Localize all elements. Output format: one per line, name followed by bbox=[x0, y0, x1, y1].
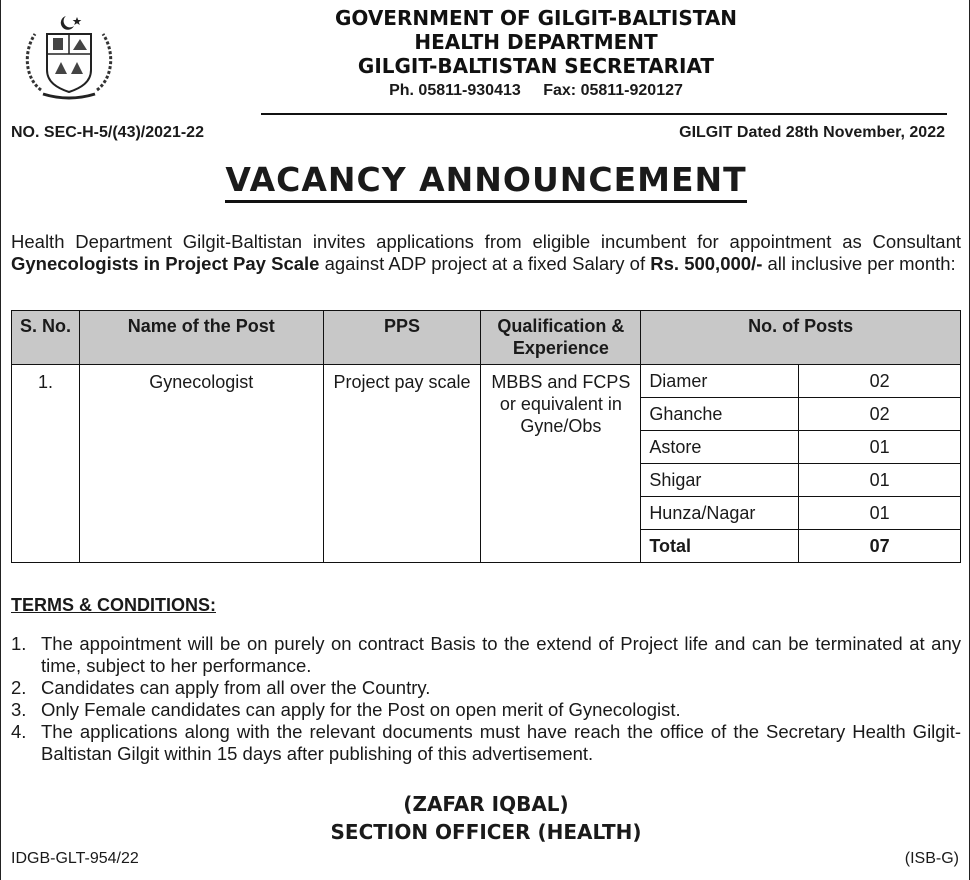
intro-text-1: Health Department Gilgit-Baltistan invites applications from eligible incumbent for appointment as Consultant bbox=[11, 231, 961, 252]
header-no-of-posts: No. of Posts bbox=[641, 311, 961, 365]
footer-agency: (ISB-G) bbox=[904, 850, 959, 867]
intro-post-highlight: Gynecologists in Project Pay Scale bbox=[11, 253, 320, 274]
government-title: GOVERNMENT OF GILGIT-BALTISTAN bbox=[334, 6, 738, 30]
term-number: 1. bbox=[11, 633, 27, 654]
district-count: 02 bbox=[799, 398, 961, 431]
secretariat-title: GILGIT-BALTISTAN SECRETARIAT bbox=[357, 54, 715, 78]
district-count: 01 bbox=[799, 497, 961, 530]
header-divider bbox=[261, 113, 947, 115]
list-item bbox=[11, 677, 961, 699]
district-count: 02 bbox=[799, 365, 961, 398]
intro-paragraph bbox=[11, 231, 961, 275]
cell-post-name: Gynecologist bbox=[79, 365, 323, 563]
table-row bbox=[12, 365, 961, 398]
footer-code: IDGB-GLT-954/22 bbox=[11, 850, 139, 867]
district-name: Astore bbox=[641, 431, 799, 464]
terms-heading: TERMS & CONDITIONS: bbox=[11, 595, 216, 615]
total-label: Total bbox=[641, 530, 799, 563]
header-sno: S. No. bbox=[12, 311, 80, 365]
phone-number: Ph. 05811-930413 bbox=[389, 82, 521, 99]
table-header-row bbox=[12, 311, 961, 365]
signatory-designation: SECTION OFFICER (HEALTH) bbox=[330, 820, 642, 844]
department-title: HEALTH DEPARTMENT bbox=[414, 30, 658, 54]
header-post-name: Name of the Post bbox=[79, 311, 323, 365]
date-line: GILGIT Dated 28th November, 2022 bbox=[679, 124, 945, 141]
posts-table bbox=[11, 310, 961, 563]
district-count: 01 bbox=[799, 464, 961, 497]
page-title-text: VACANCY ANNOUNCEMENT bbox=[225, 160, 746, 203]
contact-line bbox=[231, 82, 841, 100]
district-name: Ghanche bbox=[641, 398, 799, 431]
letterhead bbox=[231, 6, 841, 100]
term-text: Only Female candidates can apply for the Post on open merit of Gynecologist. bbox=[41, 699, 681, 720]
fax-number: Fax: 05811-920127 bbox=[543, 82, 683, 99]
term-text: The applications along with the relevant documents must have reach the office of the Secretary Health Gilgit-Baltistan Gilgit within 15 days after publishing of this advertisement. bbox=[41, 721, 961, 764]
intro-text-3: all inclusive per month: bbox=[762, 253, 956, 274]
term-number: 2. bbox=[11, 677, 27, 698]
cell-sno: 1. bbox=[12, 365, 80, 563]
header-qualification: Qualification & Experience bbox=[481, 311, 641, 365]
district-count: 01 bbox=[799, 431, 961, 464]
reference-number: NO. SEC-H-5/(43)/2021-22 bbox=[11, 124, 204, 141]
list-item bbox=[11, 699, 961, 721]
signature-block bbox=[1, 790, 970, 846]
district-name: Shigar bbox=[641, 464, 799, 497]
header-pps: PPS bbox=[323, 311, 481, 365]
district-name: Diamer bbox=[641, 365, 799, 398]
district-name: Hunza/Nagar bbox=[641, 497, 799, 530]
term-number: 4. bbox=[11, 721, 27, 742]
intro-salary-highlight: Rs. 500,000/- bbox=[650, 253, 763, 274]
terms-list bbox=[11, 633, 961, 765]
government-emblem-icon bbox=[19, 12, 119, 102]
cell-qualification: MBBS and FCPS or equivalent in Gyne/Obs bbox=[481, 365, 641, 563]
page-title bbox=[1, 160, 970, 199]
term-text: The appointment will be on purely on contract Basis to the extend of Project life and can be terminated at any time, subject to her performance. bbox=[41, 633, 961, 676]
intro-text-2: against ADP project at a fixed Salary of bbox=[319, 253, 651, 274]
signatory-name: (ZAFAR IQBAL) bbox=[403, 792, 569, 816]
term-text: Candidates can apply from all over the Country. bbox=[41, 677, 431, 698]
term-number: 3. bbox=[11, 699, 27, 720]
list-item bbox=[11, 721, 961, 765]
cell-pps: Project pay scale bbox=[323, 365, 481, 563]
total-value: 07 bbox=[799, 530, 961, 563]
list-item bbox=[11, 633, 961, 677]
